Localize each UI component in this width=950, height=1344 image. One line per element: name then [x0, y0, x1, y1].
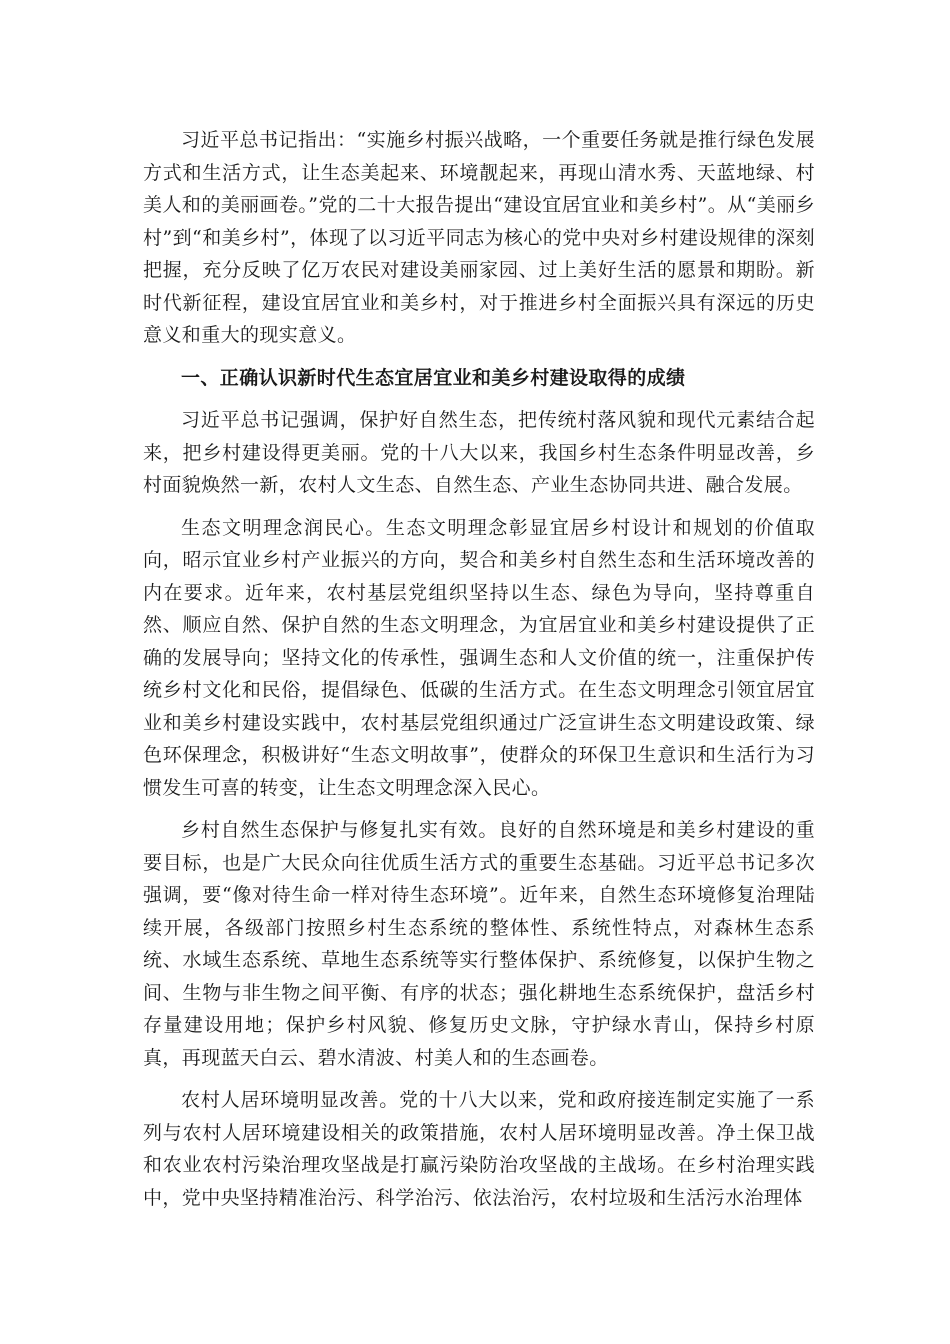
body-paragraph: 习近平总书记强调，保护好自然生态，把传统村落风貌和现代元素结合起来，把乡村建设得更美丽。党的十八大以来，我国乡村生态条件明显改善，乡村面貌焕然一新，农村人文生态、自然生态、产业生态协同共进、融合发展。 — [143, 409, 815, 496]
intro-paragraph: 习近平总书记指出：“实施乡村振兴战略，一个重要任务就是推行绿色发展方式和生活方式，让生态美起来、环境靓起来，再现山清水秀、天蓝地绿、村美人和的美丽画卷。”党的二十大报告提出“建设宜居宜业和美乡村”。从“美丽乡村”到“和美乡村”，体现了以习近平同志为核心的党中央对乡村建设规律的深刻把握，充分反映了亿万农民对建设美丽家园、过上美好生活的愿景和期盼。新时代新征程，建设宜居宜业和美乡村，对于推进乡村全面振兴具有深远的历史意义和重大的现实意义。 — [143, 129, 815, 346]
section-heading: 一、正确认识新时代生态宜居宜业和美乡村建设取得的成绩 — [181, 366, 686, 389]
body-paragraph: 乡村自然生态保护与修复扎实有效。良好的自然环境是和美乡村建设的重要目标，也是广大民众向往优质生活方式的重要生态基础。习近平总书记多次强调，要“像对待生命一样对待生态环境”。近年来，自然生态环境修复治理陆续开展，各级部门按照乡村生态系统的整体性、系统性特点，对森林生态系统、水域生态系统、草地生态系统等实行整体保护、系统修复，以保护生物之间、生物与非生物之间平衡、有序的状态；强化耕地生态系统保护，盘活乡村存量建设用地；保护乡村风貌、修复历史文脉，守护绿水青山，保持乡村原真，再现蓝天白云、碧水清波、村美人和的生态画卷。 — [143, 819, 815, 1069]
body-paragraph: 生态文明理念润民心。生态文明理念彰显宜居乡村设计和规划的价值取向，昭示宜业乡村产业振兴的方向，契合和美乡村自然生态和生活环境改善的内在要求。近年来，农村基层党组织坚持以生态、绿色为导向，坚持尊重自然、顺应自然、保护自然的生态文明理念，为宜居宜业和美乡村建设提供了正确的发展导向；坚持文化的传承性，强调生态和人文价值的统一，注重保护传统乡村文化和民俗，提倡绿色、低碳的生活方式。在生态文明理念引领宜居宜业和美乡村建设实践中，农村基层党组织通过广泛宣讲生态文明建设政策、绿色环保理念，积极讲好“生态文明故事”，使群众的环保卫生意识和生活行为习惯发生可喜的转变，让生态文明理念深入民心。 — [143, 516, 815, 799]
document-body — [143, 124, 815, 1214]
body-paragraph: 农村人居环境明显改善。党的十八大以来，党和政府接连制定实施了一系列与农村人居环境建设相关的政策措施，农村人居环境明显改善。净土保卫战和农业农村污染治理攻坚战是打赢污染防治攻坚战的主战场。在乡村治理实践中，党中央坚持精准治污、科学治污、依法治污，农村垃圾和生活污水治理体 — [143, 1089, 815, 1209]
